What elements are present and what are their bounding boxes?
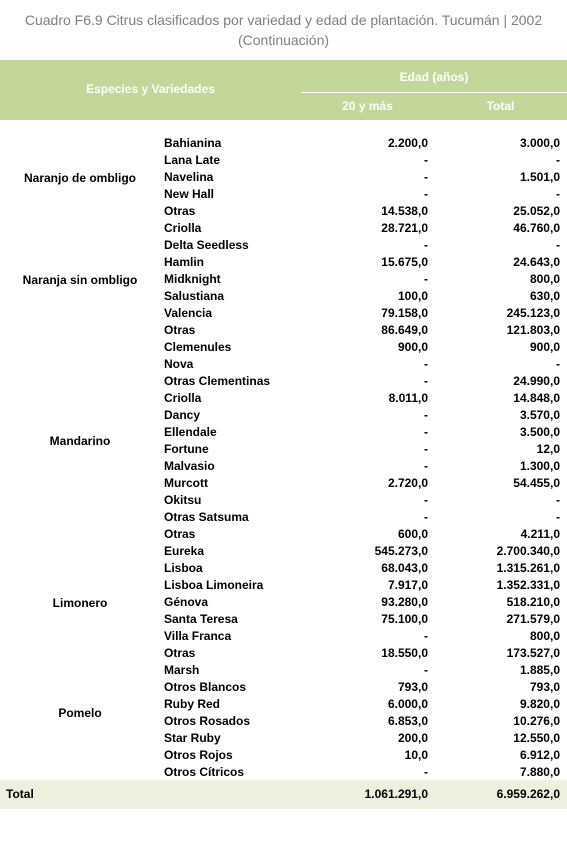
title-line-2: (Continuación) [237,32,330,48]
variety-cell: Clemenules [164,340,232,354]
table-row [0,356,567,373]
table-row [0,254,567,271]
value-total-cell: 1.315.261,0 [496,561,560,575]
variety-cell: Otras [164,323,196,337]
variety-cell: Otras [164,204,196,218]
table-row [0,203,567,220]
table-row [0,747,567,764]
variety-cell: Marsh [164,663,200,677]
value-total-cell: 3.500,0 [519,425,560,439]
value-total-cell: 46.760,0 [513,221,560,235]
total-label: Total [6,787,34,801]
value-total-cell: - [556,153,560,167]
variety-cell: Valencia [164,306,213,320]
value-total-cell: 2.700.340,0 [496,544,560,558]
table-row [0,322,567,339]
group-label: Limonero [52,596,108,610]
value-20-plus-cell: 18.550,0 [381,646,428,660]
total-row [0,780,567,809]
variety-cell: Otras Satsuma [164,510,249,524]
variety-cell: Criolla [164,221,202,235]
variety-cell: Otras [164,646,196,660]
table-row [0,441,567,458]
value-20-plus-cell: - [424,408,428,422]
value-total-cell: 24.643,0 [513,255,560,269]
table-row [0,186,567,203]
value-total-cell: 4.211,0 [520,527,560,541]
variety-cell: Murcott [164,476,208,490]
value-total-cell: 14.848,0 [513,391,560,405]
table-row [0,526,567,543]
group-label: Mandarino [49,434,111,448]
value-20-plus-cell: - [424,493,428,507]
value-total-cell: - [556,510,560,524]
value-20-plus-cell: 100,0 [397,289,428,303]
value-20-plus-cell: 15.675,0 [381,255,428,269]
variety-cell: Otras [164,527,196,541]
table-row [0,288,567,305]
table-row [0,713,567,730]
value-total-cell: 173.527,0 [506,646,560,660]
variety-cell: Fortune [164,442,209,456]
value-20-plus-cell: 6.853,0 [387,714,428,728]
table-row [0,730,567,747]
group-label: Naranjo de ombligo [23,171,136,185]
value-20-plus-cell: 6.000,0 [387,697,428,711]
variety-cell: Santa Teresa [164,612,238,626]
table-row [0,390,567,407]
header-total: Total [486,99,515,113]
variety-cell: New Hall [164,187,215,201]
header-age: Edad (años) [399,70,469,84]
variety-cell: Star Ruby [164,731,221,745]
table-row [0,475,567,492]
group-label: Pomelo [58,706,102,720]
group-label: Naranja sin ombligo [22,273,138,287]
variety-cell: Ellendale [164,425,217,439]
value-total-cell: - [556,238,560,252]
table-row [0,237,567,254]
value-total-cell: 6.912,0 [519,748,560,762]
value-total-cell: 245.123,0 [506,306,560,320]
variety-cell: Lisboa [164,561,203,575]
value-20-plus-cell: - [424,510,428,524]
value-20-plus-cell: 93.280,0 [381,595,428,609]
value-20-plus-cell: 7.917,0 [387,578,428,592]
value-total-cell: 1.501,0 [519,170,560,184]
value-total-cell: 793,0 [529,680,560,694]
variety-cell: Otros Rojos [164,748,233,762]
value-total-cell: 10.276,0 [513,714,560,728]
table-row [0,492,567,509]
value-20-plus-cell: 28.721,0 [381,221,428,235]
variety-cell: Hamlin [164,255,205,269]
variety-cell: Dancy [164,408,201,422]
value-20-plus-cell: - [424,425,428,439]
variety-cell: Bahianina [164,136,222,150]
value-20-plus-cell: - [424,357,428,371]
value-20-plus-cell: - [424,374,428,388]
header-species: Especies y Variedades [86,82,215,96]
value-20-plus-cell: 2.200,0 [387,136,428,150]
value-total-cell: 121.803,0 [506,323,560,337]
value-total-cell: 24.990,0 [513,374,560,388]
table-row [0,220,567,237]
table-row [0,679,567,696]
value-total-cell: 3.570,0 [519,408,560,422]
value-20-plus-cell: - [424,765,428,779]
value-20-plus-cell: - [424,170,428,184]
value-total-cell: 1.352.331,0 [496,578,560,592]
value-20-plus-cell: 10,0 [404,748,428,762]
variety-cell: Malvasio [164,459,215,473]
variety-cell: Delta Seedless [164,238,249,252]
value-20-plus-cell: 14.538,0 [381,204,428,218]
value-20-plus-cell: 75.100,0 [381,612,428,626]
table-row [0,577,567,594]
variety-cell: Eureka [164,544,205,558]
value-20-plus-cell: - [424,442,428,456]
table-title [0,10,567,50]
table-row [0,339,567,356]
table-row [0,696,567,713]
value-20-plus-cell: 545.273,0 [374,544,428,558]
variety-cell: Otros Rosados [164,714,251,728]
value-20-plus-cell: 200,0 [397,731,428,745]
total-total: 6.959.262,0 [496,787,560,801]
value-20-plus-cell: - [424,629,428,643]
value-total-cell: 54.455,0 [513,476,560,490]
variety-cell: Midknight [164,272,221,286]
value-20-plus-cell: 600,0 [397,527,428,541]
variety-cell: Otros Blancos [164,680,247,694]
table-row [0,305,567,322]
value-total-cell: 1.300,0 [519,459,560,473]
table-row [0,543,567,560]
variety-cell: Génova [164,595,209,609]
value-20-plus-cell: - [424,459,428,473]
value-20-plus-cell: - [424,238,428,252]
value-20-plus-cell: - [424,153,428,167]
value-total-cell: 800,0 [529,629,560,643]
variety-cell: Salustiana [164,289,225,303]
value-20-plus-cell: 2.720,0 [387,476,428,490]
table-row [0,407,567,424]
title-line-1: Cuadro F6.9 Citrus clasificados por variedad y edad de plantación. Tucumán | 2002 [24,12,543,28]
value-total-cell: 25.052,0 [513,204,560,218]
value-total-cell: 12,0 [536,442,560,456]
value-20-plus-cell: 793,0 [397,680,428,694]
variety-cell: Criolla [164,391,202,405]
table-row [0,373,567,390]
table-row [0,424,567,441]
header-divider [301,92,567,93]
value-total-cell: 7.880,0 [519,765,560,779]
table-row [0,611,567,628]
table-row [0,135,567,152]
value-20-plus-cell: - [424,187,428,201]
table-row [0,645,567,662]
value-20-plus-cell: 900,0 [397,340,428,354]
table-row [0,458,567,475]
table-row [0,271,567,288]
table-row [0,594,567,611]
variety-cell: Lana Late [164,153,221,167]
value-20-plus-cell: 68.043,0 [381,561,428,575]
value-20-plus-cell: 8.011,0 [388,391,428,405]
total-20-plus: 1.061.291,0 [364,787,428,801]
value-total-cell: 9.820,0 [519,697,560,711]
variety-cell: Navelina [164,170,214,184]
table-row [0,560,567,577]
variety-cell: Otros Cítricos [164,765,245,779]
table-row [0,628,567,645]
variety-cell: Ruby Red [164,697,221,711]
value-total-cell: 3.000,0 [519,136,560,150]
value-total-cell: 12.550,0 [513,731,560,745]
value-total-cell: 1.885,0 [519,663,560,677]
table-row [0,152,567,169]
variety-cell: Okitsu [164,493,202,507]
table-row [0,662,567,679]
variety-cell: Otras Clementinas [164,374,271,388]
value-total-cell: - [556,187,560,201]
value-20-plus-cell: 86.649,0 [381,323,428,337]
value-total-cell: - [556,493,560,507]
value-20-plus-cell: 79.158,0 [381,306,428,320]
variety-cell: Lisboa Limoneira [164,578,264,592]
value-total-cell: 518.210,0 [506,595,560,609]
table-row [0,169,567,186]
variety-cell: Nova [164,357,194,371]
value-total-cell: - [556,357,560,371]
table-row [0,509,567,526]
variety-cell: Villa Franca [164,629,232,643]
value-total-cell: 630,0 [529,289,560,303]
value-total-cell: 271.579,0 [506,612,560,626]
value-20-plus-cell: - [424,663,428,677]
value-20-plus-cell: - [424,272,428,286]
table-row [0,764,567,781]
value-total-cell: 900,0 [529,340,560,354]
header-20-plus: 20 y más [342,99,393,113]
value-total-cell: 800,0 [529,272,560,286]
